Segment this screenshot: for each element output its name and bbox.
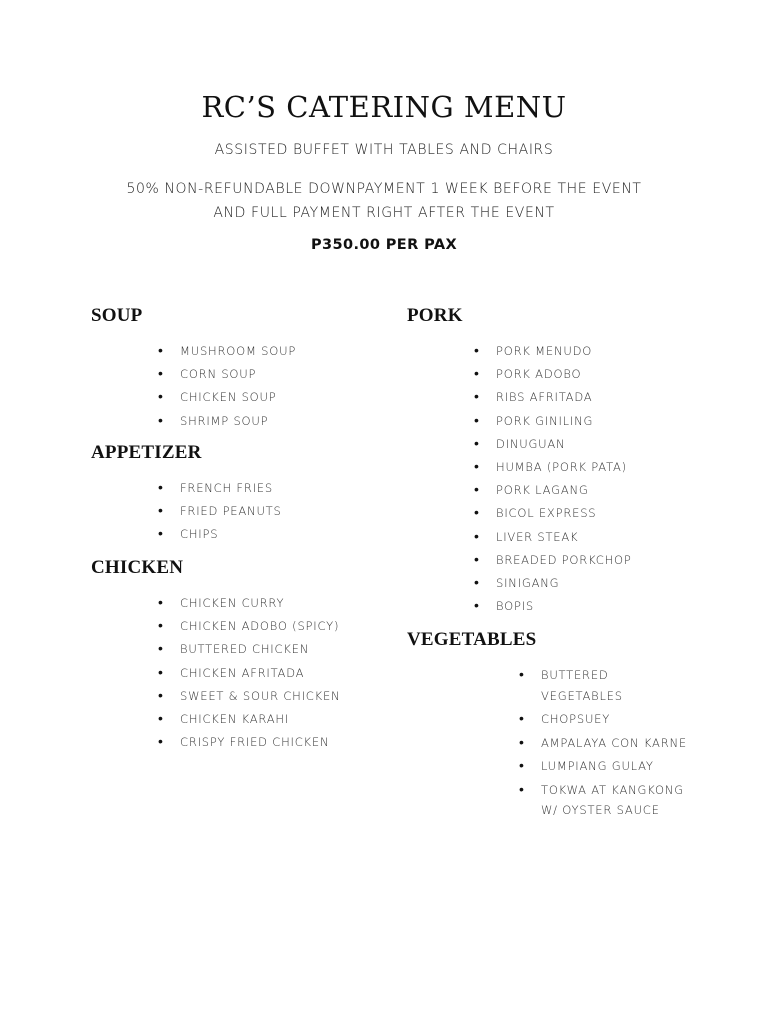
list-item: • MUSHROOM SOUP	[158, 341, 296, 364]
price-per-pax: P350.00 PER PAX	[310, 237, 458, 253]
appetizer-list	[158, 478, 282, 548]
list-item: • PORK GINILING	[474, 411, 632, 434]
list-item: • LUMPIANG GULAY	[519, 756, 691, 777]
chicken-list	[158, 593, 340, 755]
list-item: • FRENCH FRIES	[158, 478, 282, 501]
list-item: • PORK ADOBO	[474, 364, 632, 387]
list-item: • CHICKEN KARAHI	[158, 709, 340, 732]
list-item: • HUMBA (PORK PATA)	[474, 457, 632, 480]
list-item: • BUTTERED VEGETABLES	[519, 665, 691, 706]
service-subtitle: ASSISTED BUFFET WITH TABLES AND CHAIRS	[214, 142, 554, 158]
list-item: • SHRIMP SOUP	[158, 411, 296, 434]
list-item: • FRIED PEANUTS	[158, 501, 282, 524]
vegetables-list	[519, 665, 691, 824]
list-item: • PORK LAGANG	[474, 480, 632, 503]
list-item: • RIBS AFRITADA	[474, 387, 632, 410]
list-item: • CHOPSUEY	[519, 709, 691, 730]
list-item: • CRISPY FRIED CHICKEN	[158, 732, 340, 755]
payment-terms-line-2: AND FULL PAYMENT RIGHT AFTER THE EVENT	[213, 205, 555, 221]
list-item: • CHICKEN SOUP	[158, 387, 296, 410]
list-item: • SINIGANG	[474, 573, 632, 596]
list-item: • LIVER STEAK	[474, 527, 632, 550]
list-item: • TOKWA AT KANGKONG W/ OYSTER SAUCE	[519, 780, 691, 821]
vegetables-heading: VEGETABLES	[407, 629, 537, 650]
list-item: • DINUGUAN	[474, 434, 632, 457]
list-item: • CHICKEN CURRY	[158, 593, 340, 616]
chicken-heading: CHICKEN	[91, 557, 184, 578]
appetizer-heading: APPETIZER	[91, 442, 202, 463]
pork-heading: PORK	[407, 305, 463, 326]
menu-title: RC’S CATERING MENU	[201, 90, 567, 124]
soup-list	[158, 341, 296, 434]
list-item: • CHICKEN AFRITADA	[158, 663, 340, 686]
payment-terms-line-1: 50% NON-REFUNDABLE DOWNPAYMENT 1 WEEK BEFORE THE EVENT	[126, 181, 642, 197]
list-item: • CORN SOUP	[158, 364, 296, 387]
pork-list	[474, 341, 632, 619]
payment-terms	[0, 177, 768, 225]
list-item: • BUTTERED CHICKEN	[158, 639, 340, 662]
list-item: • CHICKEN ADOBO (SPICY)	[158, 616, 340, 639]
list-item: • SWEET & SOUR CHICKEN	[158, 686, 340, 709]
list-item: • BOPIS	[474, 596, 632, 619]
list-item: • AMPALAYA CON KARNE	[519, 733, 691, 754]
list-item: • BREADED PORKCHOP	[474, 550, 632, 573]
list-item: • CHIPS	[158, 524, 282, 547]
soup-heading: SOUP	[91, 305, 143, 326]
list-item: • PORK MENUDO	[474, 341, 632, 364]
list-item: • BICOL EXPRESS	[474, 503, 632, 526]
